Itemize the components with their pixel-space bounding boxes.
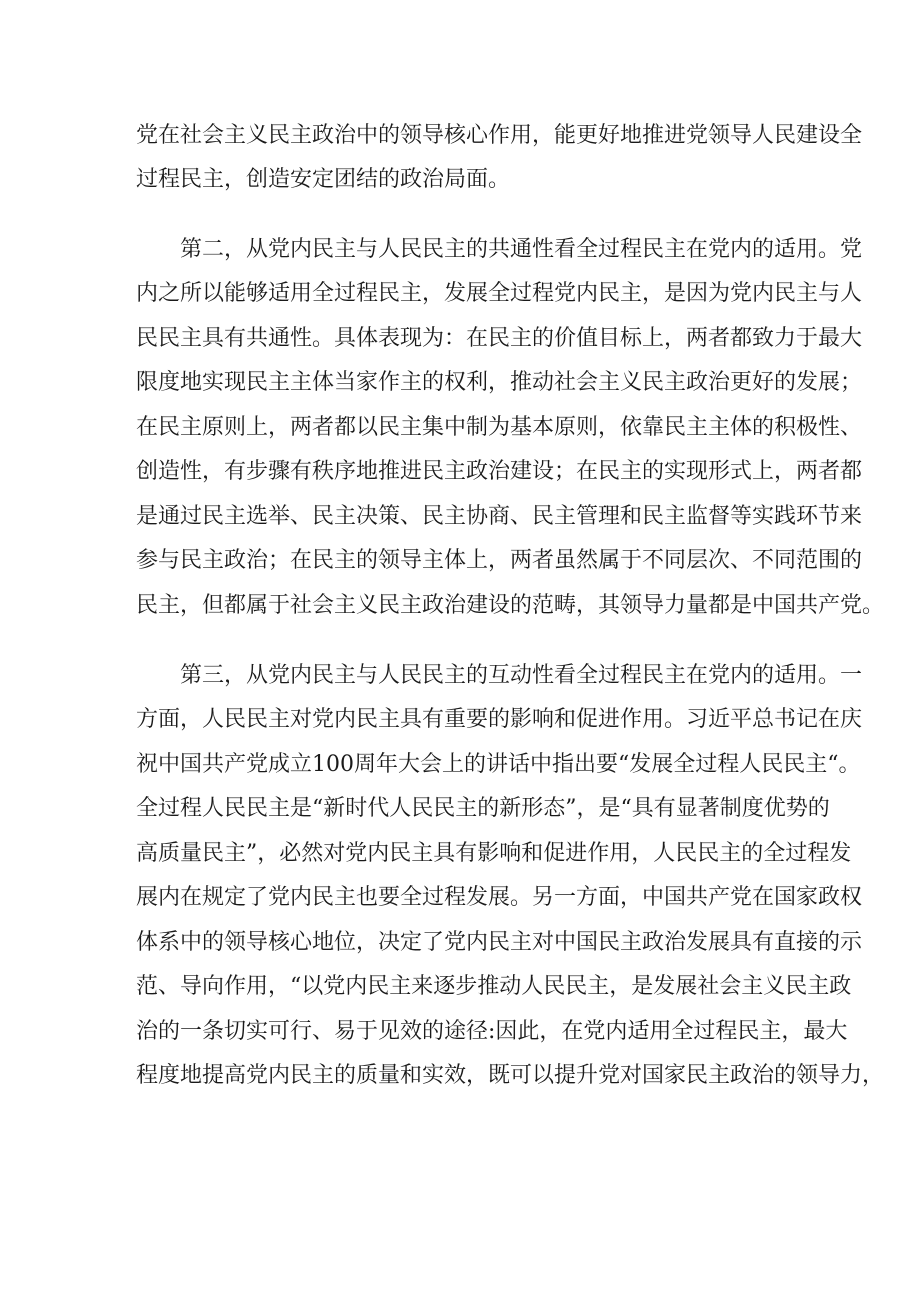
text-line: 限度地实现民主主体当家作主的权利，推动社会主义民主政治更好的发展； (136, 370, 863, 395)
text-line: 内之所以能够适用全过程民主，发展全过程党内民主，是因为党内民主与人 (136, 281, 863, 306)
text-line: 治的一条切实可行、易于见效的途径:因此，在党内适用全过程民主，最大 (136, 1019, 848, 1044)
text-line: 展内在规定了党内民主也要全过程发展。另一方面，中国共产党在国家政权 (136, 885, 863, 910)
text-line: 全过程人民民主是“新时代人民民主的新形态”，是“具有显著制度优势的 (136, 796, 830, 821)
text-line: 方面，人民民主对党内民主具有重要的影响和促进作用。习近平总书记在庆 (136, 707, 863, 732)
text-line: 是通过民主选举、民主决策、民主协商、民主管理和民主监督等实践环节来 (136, 504, 863, 529)
text-line: 民主，但都属于社会主义民主政治建设的范畴，其领导力量都是中国共产党。 (136, 593, 885, 618)
text-line: 过程民主，创造安定团结的政治局面。 (136, 167, 511, 192)
text-line: 体系中的领导核心地位，决定了党内民主对中国民主政治发展具有直接的示 (136, 930, 863, 955)
text-line: 在民主原则上，两者都以民主集中制为基本原则，依靠民主主体的积极性、 (136, 415, 863, 440)
text-line: 高质量民主”，必然对党内民主具有影响和促进作用，人民民主的全过程发 (136, 841, 852, 866)
text-line: 祝中国共产党成立100周年大会上的讲话中指出要“发展全过程人民民主“。 (136, 752, 861, 777)
text-line: 第三，从党内民主与人民民主的互动性看全过程民主在党内的适用。一 (180, 663, 863, 688)
text-line: 党在社会主义民主政治中的领导核心作用，能更好地推进党领导人民建设全 (136, 123, 863, 148)
text-line: 民民主具有共通性。具体表现为：在民主的价值目标上，两者都致力于最大 (136, 326, 863, 351)
text-line: 第二，从党内民主与人民民主的共通性看全过程民主在党内的适用。党 (180, 237, 863, 262)
text-line: 程度地提高党内民主的质量和实效，既可以提升党对国家民主政治的领导力， (136, 1063, 885, 1088)
text-line: 创造性，有步骤有秩序地推进民主政治建设；在民主的实现形式上，两者都 (136, 459, 863, 484)
text-line: 范、导向作用，“以党内民主来逐步推动人民民主，是发展社会主义民主政 (136, 974, 852, 999)
text-line: 参与民主政治；在民主的领导主体上，两者虽然属于不同层次、不同范围的 (136, 548, 863, 573)
